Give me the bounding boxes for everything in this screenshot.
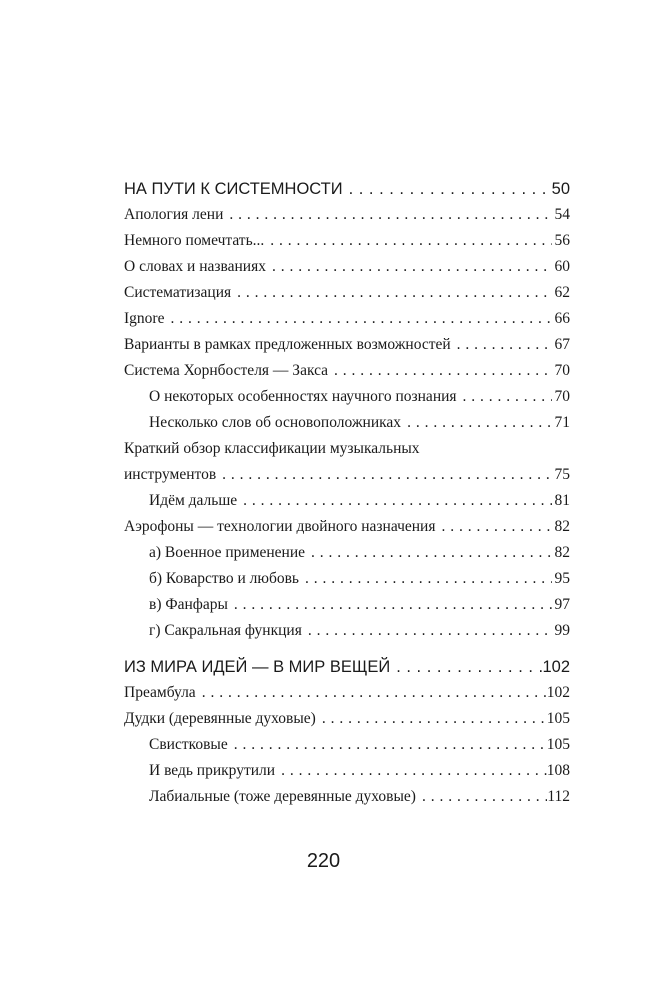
toc-entry-page: 67 <box>554 336 570 353</box>
dot-leader <box>390 654 542 680</box>
toc-entry-title: инструментов <box>124 466 217 483</box>
toc-entry <box>124 680 570 706</box>
toc-entry-title: ИЗ МИРА ИДЕЙ — В МИР ВЕЩЕЙ <box>124 658 391 676</box>
toc-entry-title: И ведь прикрутили <box>149 762 276 779</box>
toc-entry-title: О некоторых особенностях научного познания <box>149 388 457 405</box>
toc-entry-title-line: Краткий обзор классификации музыкальных <box>124 440 420 457</box>
dot-leader <box>328 358 552 384</box>
dot-leader <box>164 306 552 332</box>
toc-entry <box>124 540 570 566</box>
toc-entry-page: 66 <box>554 310 570 327</box>
dot-leader <box>451 332 552 358</box>
toc-entry <box>124 280 570 306</box>
toc-entry-title: Система Хорнбостеля — Закса <box>124 362 329 379</box>
toc-entry-title: Свистковые <box>149 736 228 753</box>
dot-leader <box>223 202 552 228</box>
dot-leader <box>216 462 552 488</box>
dot-leader <box>435 514 552 540</box>
toc-entry-page: 82 <box>554 518 570 535</box>
toc-entry-title: Ignore <box>124 310 165 327</box>
toc-entry <box>124 706 570 732</box>
dot-leader <box>196 680 547 706</box>
toc-entry-title: О словах и названиях <box>124 258 266 275</box>
toc-entry-page: 97 <box>554 596 570 613</box>
toc-entry <box>124 784 570 810</box>
toc-part-heading <box>124 176 570 202</box>
toc-entry <box>124 592 570 618</box>
toc-entry-page: 70 <box>554 362 570 379</box>
toc-entry <box>124 306 570 332</box>
toc-entry-page: 102 <box>542 658 570 676</box>
toc-entry-title: Аэрофоны — технологии двойного назначения <box>124 518 436 535</box>
toc-entry <box>124 462 570 488</box>
dot-leader <box>266 254 552 280</box>
toc-entry <box>124 732 570 758</box>
toc-entry-title: а) Военное применение <box>149 544 306 561</box>
toc-entry <box>124 488 570 514</box>
dot-leader <box>228 732 547 758</box>
toc-entry <box>124 202 570 228</box>
toc-entry-page: 60 <box>554 258 570 275</box>
toc-entry-title: Преамбула <box>124 684 196 701</box>
toc-entry-page: 102 <box>546 684 570 701</box>
dot-leader <box>237 488 552 514</box>
toc-entry <box>124 618 570 644</box>
toc-part-heading <box>124 654 570 680</box>
toc-entry-title: в) Фанфары <box>149 596 228 613</box>
toc-entry-page: 105 <box>546 710 570 727</box>
toc-entry-title: Лабиальные (тоже деревянные духовые) <box>149 788 416 805</box>
toc-entry-page: 56 <box>554 232 570 249</box>
dot-leader <box>343 176 552 202</box>
toc-entry-title: Систематизация <box>124 284 232 301</box>
toc-entry-title: Дудки (деревянные духовые) <box>124 710 316 727</box>
toc-entry-title: г) Сакральная функция <box>149 622 302 639</box>
toc-entry-title: НА ПУТИ К СИСТЕМНОСТИ <box>124 180 343 198</box>
dot-leader <box>231 280 552 306</box>
dot-leader <box>275 758 547 784</box>
dot-leader <box>401 410 552 436</box>
toc-entry-page: 108 <box>546 762 570 779</box>
toc-entry-page: 62 <box>554 284 570 301</box>
toc-entry-page: 82 <box>554 544 570 561</box>
toc-entry <box>124 332 570 358</box>
dot-leader <box>228 592 552 618</box>
toc-entry <box>124 228 570 254</box>
toc-entry-title: Немного помечтать... <box>124 232 265 249</box>
toc-entry-page: 99 <box>554 622 570 639</box>
toc-entry-title: Варианты в рамках предложенных возможностей <box>124 336 451 353</box>
toc-entry-page: 50 <box>551 180 570 198</box>
toc-entry <box>124 758 570 784</box>
dot-leader <box>305 540 552 566</box>
dot-leader <box>416 784 547 810</box>
dot-leader <box>264 228 552 254</box>
dot-leader <box>299 566 552 592</box>
toc-entry-page: 112 <box>547 788 570 805</box>
toc-entry-title: б) Коварство и любовь <box>149 570 299 587</box>
toc-entry <box>124 410 570 436</box>
toc-entry <box>124 514 570 540</box>
toc-entry-page: 105 <box>546 736 570 753</box>
toc-entry <box>124 358 570 384</box>
toc-entry-title: Несколько слов об основоположниках <box>149 414 402 431</box>
toc-entry-page: 71 <box>554 414 570 431</box>
table-of-contents <box>124 176 570 810</box>
toc-entry <box>124 566 570 592</box>
toc-entry-page: 70 <box>554 388 570 405</box>
toc-entry-page: 95 <box>554 570 570 587</box>
toc-entry-page: 54 <box>554 206 570 223</box>
dot-leader <box>302 618 552 644</box>
toc-entry-title: Апология лени <box>124 206 224 223</box>
dot-leader <box>457 384 552 410</box>
dot-leader <box>316 706 547 732</box>
page-number: 220 <box>306 850 341 872</box>
toc-entry-page: 81 <box>554 492 570 509</box>
toc-entry <box>124 254 570 280</box>
toc-entry-page: 75 <box>554 466 570 483</box>
toc-entry <box>124 384 570 410</box>
toc-entry-title: Идём дальше <box>149 492 238 509</box>
